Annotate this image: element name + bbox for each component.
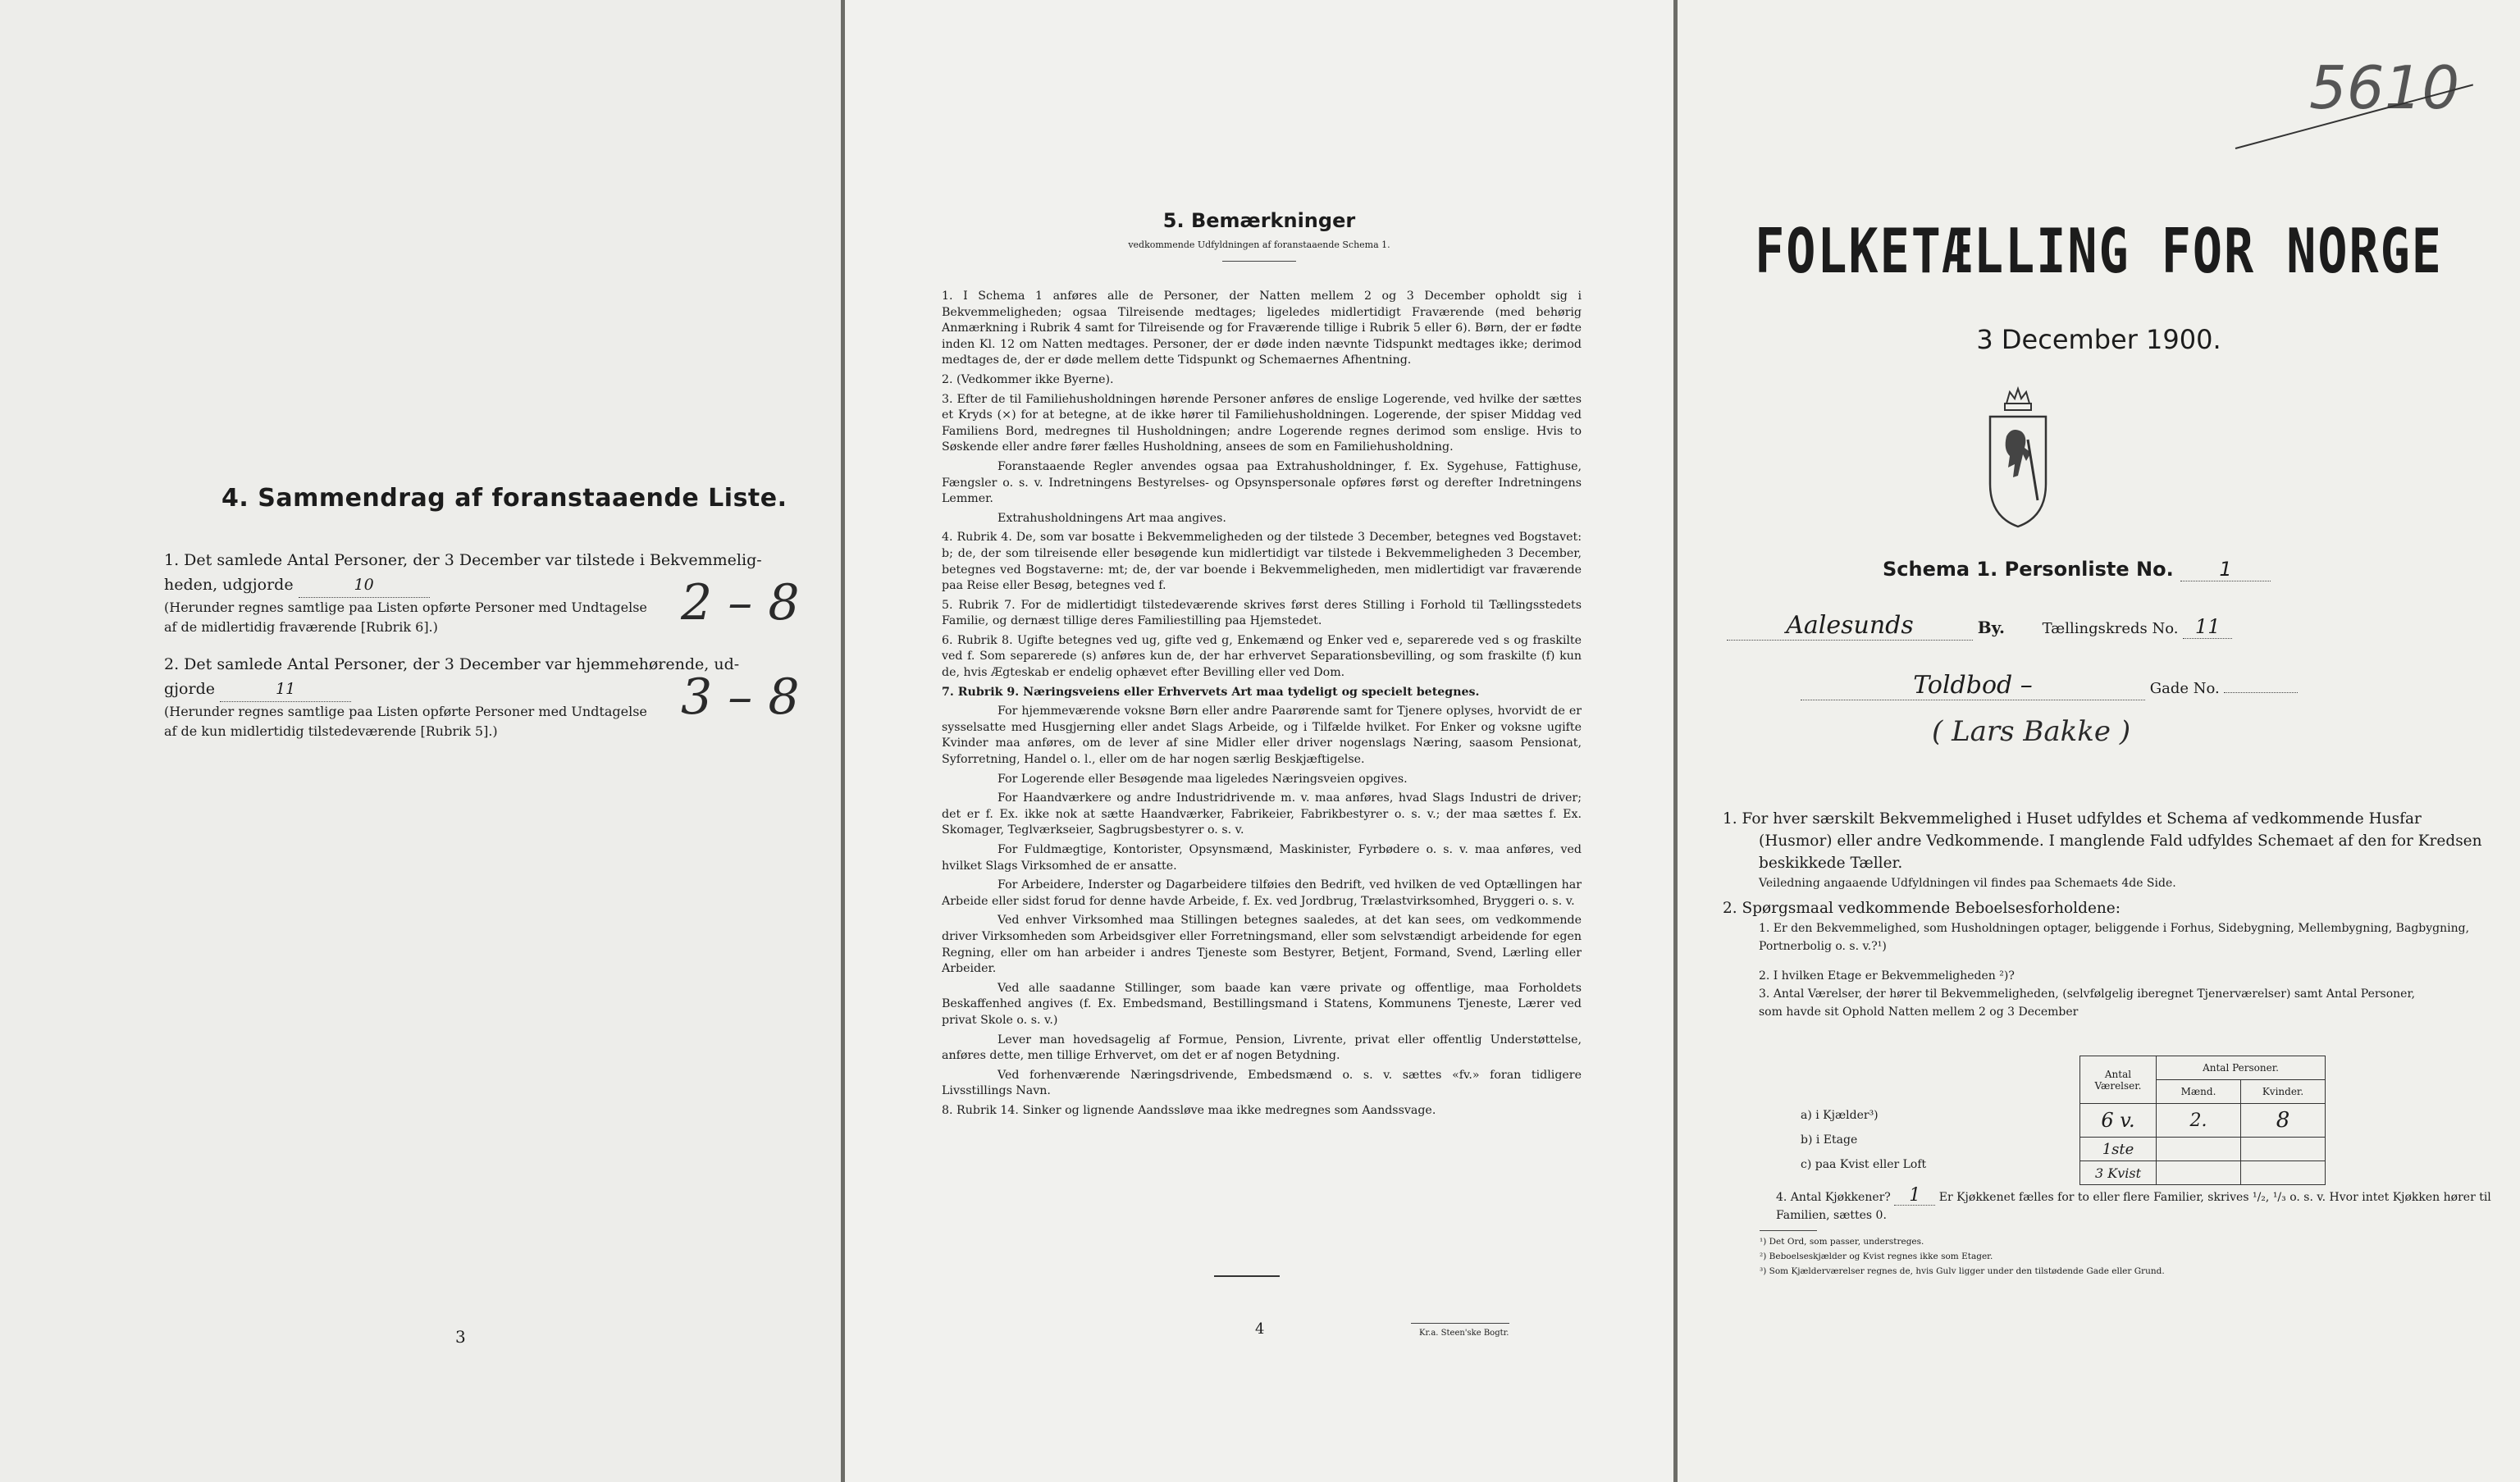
- remark-paragraph: 3. Efter de til Familiehusholdningen hørende Personer anføres de enslige Logerende, ved hvilke der sættes et Kryds (×) for at betegne, at de ikke hører til Familiehusholdningen. Logerende, der spiser Middag ved Familiens Bord, medregnes til Husholdningen; andre Logerende regnes derimod som enslige. Hvis to Søskende eller andre fører fælles Husholdning, ansees de som en Familiehusholdning.: [942, 392, 1582, 454]
- printer-credit: Kr.a. Steen'ske Bogtr.: [1419, 1329, 1509, 1338]
- middle-page: [845, 0, 1673, 1482]
- kitchen-question: [1776, 1187, 2498, 1224]
- remarks-title: 5. Bemærkninger: [1162, 209, 1356, 232]
- owner-handwritten: ( Lars Bakke ): [1932, 715, 2131, 748]
- men-value: [2157, 1161, 2241, 1185]
- summary-item-1-line-2: heden, udgjorde: [164, 576, 294, 594]
- room-row-labels: [1801, 1103, 1926, 1177]
- printer-divider: [1411, 1323, 1509, 1324]
- remark-paragraph: Ved enhver Virksomhed maa Stillingen betegnes saaledes, at det kan sees, om vedkommende driver Virksomheden som Arbeidsgiver eller Forretningsmand, eller som selvstændigt arbeidende for egen Regning, eller om han arbeider i andres Tjeneste som Bestyrer, Betjent, Formand, Svend, Lærling eller Arbeider.: [942, 914, 1582, 976]
- question-3: 3. Antal Værelser, der hører til Bekvemmeligheden, (selvfølgelig iberegnet Tjenerværelser) samt Antal Personer, som havde sit Ophold Natten mellem 2 og 3 December: [1759, 987, 2416, 1019]
- remark-paragraph: 5. Rubrik 7. For de midlertidigt tilstedeværende skrives først deres Stilling i Forhold til Tællingsstedets Familie, og dernæst tillige deres Familiestilling paa Hjemstedet.: [942, 598, 1582, 628]
- footnote-3: ³) Som Kjælderværelser regnes de, hvis Gulv ligger under den tilstødende Gade eller Grund.: [1760, 1266, 2165, 1276]
- men-value: [2157, 1138, 2241, 1161]
- women-value: [2241, 1161, 2326, 1185]
- room-value: 6 v.: [2080, 1104, 2157, 1138]
- table-row: [2080, 1161, 2326, 1185]
- schema-label: Schema 1. Personliste No.: [1883, 558, 2174, 581]
- summary-item-2-line-1: 2. Det samlede Antal Personer, der 3 December var hjemmehørende, ud-: [164, 655, 740, 673]
- street-handwritten: Toldbod –: [1801, 671, 2145, 700]
- title-divider: [1222, 261, 1296, 262]
- kitchen-text: Er Kjøkkenet fælles for to eller flere Familier, skrives ¹/₂, ¹/₃ o. s. v. Hvor intet Kjøkken hører til Familien, sættes 0.: [1776, 1191, 2491, 1222]
- room-value: 1ste: [2080, 1138, 2157, 1161]
- remark-paragraph: Extrahusholdningens Art maa angives.: [998, 511, 1226, 525]
- remarks-subtitle: vedkommende Udfyldningen af foranstaaende Schema 1.: [1128, 239, 1390, 250]
- page-number-3: 3: [455, 1327, 466, 1347]
- kitchen-value: 1: [1894, 1187, 1935, 1206]
- remark-paragraph: Foranstaaende Regler anvendes ogsaa paa Extrahusholdninger, f. Ex. Sygehuse, Fattighuse, Fængsler o. s. v. Indretningens Bestyrelses- og Opsynspersonale opføres først og derefter Indretningens Lemmer.: [942, 459, 1582, 506]
- schema-personliste: [1883, 558, 2271, 581]
- table-row: [2080, 1104, 2326, 1138]
- summary-item-2-handwritten: 3 – 8: [681, 668, 800, 726]
- gade-number-field: [2224, 692, 2298, 693]
- remark-paragraph: 2. (Vedkommer ikke Byerne).: [942, 372, 1114, 386]
- footnotes: [1760, 1234, 2165, 1279]
- kreds-label: Tællingskreds No.: [2042, 620, 2179, 637]
- rooms-table: [2079, 1056, 2326, 1185]
- remark-paragraph: 4. Rubrik 4. De, som var bosatte i Bekvemmeligheden og der tilstede 3 December, betegnes ved Bogstavet: b; de, der som tilreisende eller besøgende kun midlertidigt var tilstede i Bekvemmeligheden 3 December, betegnes ved Bogstaverne: mt; de, der var boende i Bekvemmeligheden, men midlertidigt var fraværende paa Reise eller Besøg, betegnes ved f.: [942, 531, 1582, 593]
- header-kvinder: Kvinder.: [2241, 1080, 2326, 1104]
- room-value: 3 Kvist: [2080, 1161, 2157, 1185]
- question-2: 2. I hvilken Etage er Bekvemmeligheden ²)?: [1759, 969, 2015, 983]
- kreds-number: 11: [2183, 615, 2232, 639]
- remarks-body: [942, 289, 1582, 1123]
- men-value: 2.: [2157, 1104, 2241, 1138]
- summary-item-1-line-1: 1. Det samlede Antal Personer, der 3 December var tilstede i Bekvemmelig-: [164, 551, 762, 569]
- remark-paragraph: For Fuldmægtige, Kontorister, Opsynsmænd, Maskinister, Fyrbødere o. s. v. maa anføres, ved hvilket Slags Virksomhed de er ansatte.: [942, 843, 1582, 873]
- women-value: [2241, 1138, 2326, 1161]
- row-label-kjaelder: a) i Kjælder³): [1801, 1109, 1879, 1122]
- by-label: By.: [1977, 618, 2005, 637]
- schema-number: 1: [2180, 558, 2271, 581]
- header-vaerelser: Antal Værelser.: [2080, 1056, 2157, 1104]
- census-date: 3 December 1900.: [1976, 324, 2221, 355]
- city-row: [1727, 611, 2514, 641]
- city-handwritten: Aalesunds: [1727, 611, 1973, 641]
- remark-paragraph: For hjemmeværende voksne Børn eller andre Paarørende samt for Tjenere oplyses, hvorvidt de er sysselsatte med Husgjerning eller andet Slags Arbeide, og i Tilfælde hvilket. For Enker og voksne ugifte Kvinder maa anføres, om de lever af sine Midler eller driver nogenslags Næring, saasom Pensionat, Syforretning, Handel o. l., eller om de har nogen særlig Beskjæftigelse.: [942, 705, 1582, 767]
- question-1: 1. Er den Bekvemmelighed, som Husholdningen optager, beliggende i Forhus, Sidebygning, Mellembygning, Bagbygning, Portnerbolig o. s. v.?¹): [1759, 922, 2470, 953]
- remark-paragraph: 6. Rubrik 8. Ugifte betegnes ved ug, gifte ved g, Enkemænd og Enker ved e, separerede ved s og fraskilte ved f. Som separerede (s) anføres kun de, der har erhvervet Separationsbevilling, og som fraskilte (f) kun de, hvis Ægteskab er endelig ophævet efter Bevilling eller ved Dom.: [942, 633, 1582, 680]
- coat-of-arms-icon: [1985, 385, 2051, 529]
- remark-paragraph: Lever man hovedsagelig af Formue, Pension, Livrente, privat eller offentlig Understøttelse, anføres dette, men tillige Erhvervet, om det er af nogen Betydning.: [942, 1033, 1582, 1063]
- street-row: [1801, 671, 2506, 700]
- summary-title: 4. Sammendrag af foranstaaende Liste.: [221, 484, 788, 513]
- instruction-guide: Veiledning angaaende Udfyldningen vil findes paa Schemaets 4de Side.: [1759, 877, 2176, 890]
- summary-item-2-note: (Herunder regnes samtlige paa Listen opførte Personer med Undtagelse af de kun midlertidig tilstedeværende [Rubrik 5].): [164, 704, 647, 739]
- summary-item-2-value: 11: [220, 677, 351, 702]
- footnote-2: ²) Beboelseskjælder og Kvist regnes ikke som Etager.: [1760, 1252, 1993, 1261]
- instruction-1: 1. For hver særskilt Bekvemmelighed i Huset udfyldes et Schema af vedkommende Husfar (Husmor) eller andre Vedkommende. I manglende Fald udfyldes Schemaet af den for Kredsen beskikkede Tæller.: [1723, 810, 2482, 872]
- footnote-1: ¹) Det Ord, som passer, understreges.: [1760, 1237, 1924, 1247]
- end-divider: [1214, 1275, 1280, 1277]
- gade-label: Gade No.: [2149, 680, 2220, 697]
- remark-paragraph: Ved forhenværende Næringsdrivende, Embedsmænd o. s. v. sættes «fv.» foran tidligere Livsstillings Navn.: [942, 1068, 1582, 1098]
- summary-item-2-line-2: gjorde: [164, 680, 215, 698]
- summary-item-1-handwritten: 2 – 8: [681, 574, 800, 632]
- remark-paragraph: For Logerende eller Besøgende maa ligeledes Næringsveien opgives.: [998, 772, 1408, 786]
- right-page: [1678, 0, 2520, 1482]
- table-row: [2080, 1138, 2326, 1161]
- row-label-etage: b) i Etage: [1801, 1133, 1858, 1147]
- footnote-divider: [1760, 1230, 1817, 1231]
- summary-item-1-value: 10: [299, 572, 430, 598]
- remark-paragraph: Ved alle saadanne Stillinger, som baade kan være private og offentlige, maa Forholdets Beskaffenhed angives (f. Ex. Embedsmand, Bestillingsmand i Statens, Kommunens Tjeneste, Lærer ved privat Skole o. s. v.): [942, 981, 1582, 1027]
- kitchen-label: 4. Antal Kjøkkener?: [1776, 1191, 1891, 1204]
- remark-paragraph: 1. I Schema 1 anføres alle de Personer, der Natten mellem 2 og 3 December opholdt sig i Bekvemmeligheden; ogsaa Tilreisende medtages; ligeledes midlertidigt Fraværende (med behørig Anmærkning i Rubrik 4 samt for Tilreisende og for Fraværende tillige i Rubrik 5 eller 6). Børn, der er fødte inden Kl. 12 om Natten medtages. Personer, der er døde inden nævnte Tidspunkt medtages ikke; derimod medtages de, der er døde mellem dette Tidspunkt og Schemaernes Afhentning.: [942, 290, 1582, 367]
- header-maend: Mænd.: [2157, 1080, 2241, 1104]
- archive-number: 5610: [2309, 53, 2460, 122]
- remark-paragraph: 7. Rubrik 9. Næringsveiens eller Erhvervets Art maa tydeligt og specielt betegnes.: [942, 685, 1480, 699]
- page-number-4: 4: [1255, 1320, 1265, 1338]
- remark-paragraph: For Haandværkere og andre Industridrivende m. v. maa anføres, hvad Slags Industri de driver; det er f. Ex. ikke nok at sætte Haandværker, Fabrikeier, Fabrikbestyrer o. s. v.; der maa sættes f. Ex. Skomager, Teglværkseier, Sagbrugsbestyrer o. s. v.: [942, 791, 1582, 837]
- remark-paragraph: For Arbeidere, Inderster og Dagarbeidere tilføies den Bedrift, ved hvilken de ved Optællingen har Arbeide eller sidst forud for denne havde Arbeide, f. Ex. ved Jordbrug, Trælastvirksomhed, Bryggeri o. s. v.: [942, 878, 1582, 908]
- instructions: [1723, 808, 2486, 1021]
- row-label-kvist: c) paa Kvist eller Loft: [1801, 1158, 1927, 1171]
- summary-item-1-note: (Herunder regnes samtlige paa Listen opførte Personer med Undtagelse af de midlertidig fraværende [Rubrik 6].): [164, 600, 647, 635]
- header-personer: Antal Personer.: [2157, 1056, 2326, 1080]
- left-page: [0, 0, 841, 1482]
- women-value: 8: [2241, 1104, 2326, 1138]
- remark-paragraph: 8. Rubrik 14. Sinker og lignende Aandssløve maa ikke medregnes som Aandssvage.: [942, 1103, 1436, 1117]
- census-title: FOLKETÆLLING FOR NORGE: [1755, 216, 2443, 288]
- instruction-2: 2. Spørgsmaal vedkommende Beboelsesforholdene:: [1723, 900, 2121, 917]
